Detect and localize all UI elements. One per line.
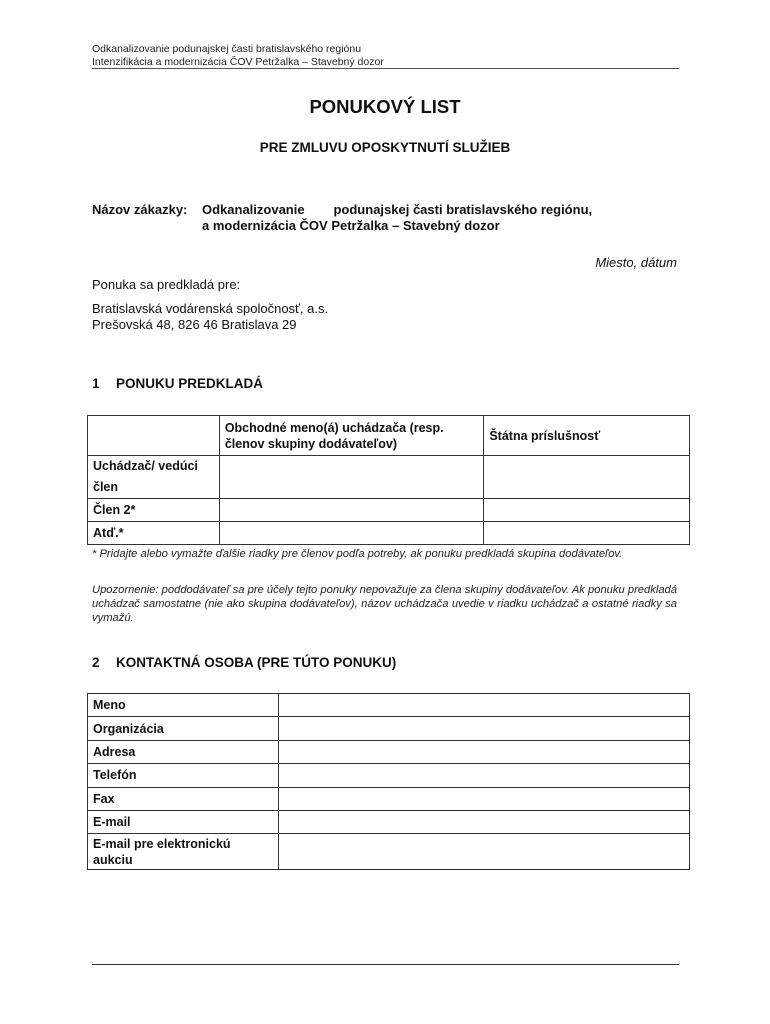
contact-value-email[interactable] (278, 810, 689, 833)
nationality-cell[interactable] (484, 456, 690, 499)
table-row (88, 810, 690, 833)
contact-label-organization: Organizácia (88, 717, 279, 740)
contact-table (87, 693, 690, 870)
table-header-business-name: Obchodné meno(á) uchádzača (resp. členov skupiny dodávateľov) (219, 416, 484, 456)
offer-intro: Ponuka sa predkladá pre: (92, 277, 241, 292)
table-row (88, 522, 690, 545)
business-name-cell[interactable] (219, 522, 484, 545)
contact-value-name[interactable] (278, 694, 689, 717)
recipient-name: Bratislavská vodárenská spoločnosť, a.s. (92, 301, 329, 316)
contact-label-name: Meno (88, 694, 279, 717)
table-row (88, 499, 690, 522)
contact-label-fax: Fax (88, 787, 279, 810)
running-header (92, 43, 679, 69)
row-label: Atď.* (88, 522, 220, 545)
contact-value-auction-email[interactable] (278, 834, 689, 870)
table-row (88, 764, 690, 787)
business-name-cell[interactable] (219, 499, 484, 522)
section-1-title: PONUKU PREDKLADÁ (116, 376, 264, 391)
table-header-nationality: Štátna príslušnosť (484, 416, 690, 456)
business-name-cell[interactable] (219, 456, 484, 499)
offer-table (87, 415, 690, 545)
contract-name-line-2: a modernizácia ČOV Petržalka – Stavebný dozor (202, 218, 500, 233)
contact-value-fax[interactable] (278, 787, 689, 810)
place-date-field: Miesto, dátum (595, 255, 677, 270)
document-title: PONUKOVÝ LIST (309, 96, 461, 117)
table-header-row (88, 416, 690, 456)
table-header-cell-empty (88, 416, 220, 456)
contract-name-label: Názov zákazky: (92, 202, 188, 217)
contact-label-email: E-mail (88, 810, 279, 833)
contact-value-address[interactable] (278, 740, 689, 763)
contact-label-auction-email: E-mail pre elektronickú aukciu (88, 834, 279, 870)
recipient-address: Prešovská 48, 826 46 Bratislava 29 (92, 317, 297, 332)
subcontractor-warning: Upozornenie: poddodávateľ sa pre účely tejto ponuky nepovažuje za člena skupiny dodávateľov. Ak ponuku predkladá uchádzač samostatne (nie ako skupina dodávateľov), názov uchádzača uvedie v riadku uchádzač a ostatné riadky sa vymažú. (92, 584, 677, 624)
section-2-number: 2 (92, 655, 100, 670)
header-divider (92, 68, 679, 69)
section-2-title: KONTAKTNÁ OSOBA (PRE TÚTO PONUKU) (116, 655, 397, 670)
contract-name-line-1: Odkanalizovanie podunajskej časti bratislavského regiónu, (202, 202, 593, 217)
members-footnote: * Pridajte alebo vymažte ďalšie riadky pre členov podľa potreby, ak ponuku predkladá skupina dodávateľov. (92, 548, 623, 560)
contact-value-phone[interactable] (278, 764, 689, 787)
document-subtitle: PRE ZMLUVU OPOSKYTNUTÍ SLUŽIEB (259, 140, 511, 155)
footer-divider (92, 964, 679, 965)
row-label: Uchádzač/ vedúci člen (88, 456, 220, 499)
section-1-heading (92, 376, 263, 391)
table-row (88, 456, 690, 499)
running-header-line-1: Odkanalizovanie podunajskej časti bratislavského regiónu (92, 43, 362, 55)
running-header-line-2: Intenzifikácia a modernizácia ČOV Petržalka – Stavebný dozor (92, 56, 384, 68)
nationality-cell[interactable] (484, 522, 690, 545)
nationality-cell[interactable] (484, 499, 690, 522)
contact-label-address: Adresa (88, 740, 279, 763)
contact-label-phone: Telefón (88, 764, 279, 787)
table-row (88, 787, 690, 810)
section-2-heading (92, 655, 396, 670)
table-row (88, 694, 690, 717)
contact-value-organization[interactable] (278, 717, 689, 740)
table-row (88, 834, 690, 870)
section-1-number: 1 (92, 376, 100, 391)
table-row (88, 717, 690, 740)
table-row (88, 740, 690, 763)
row-label: Člen 2* (88, 499, 220, 522)
